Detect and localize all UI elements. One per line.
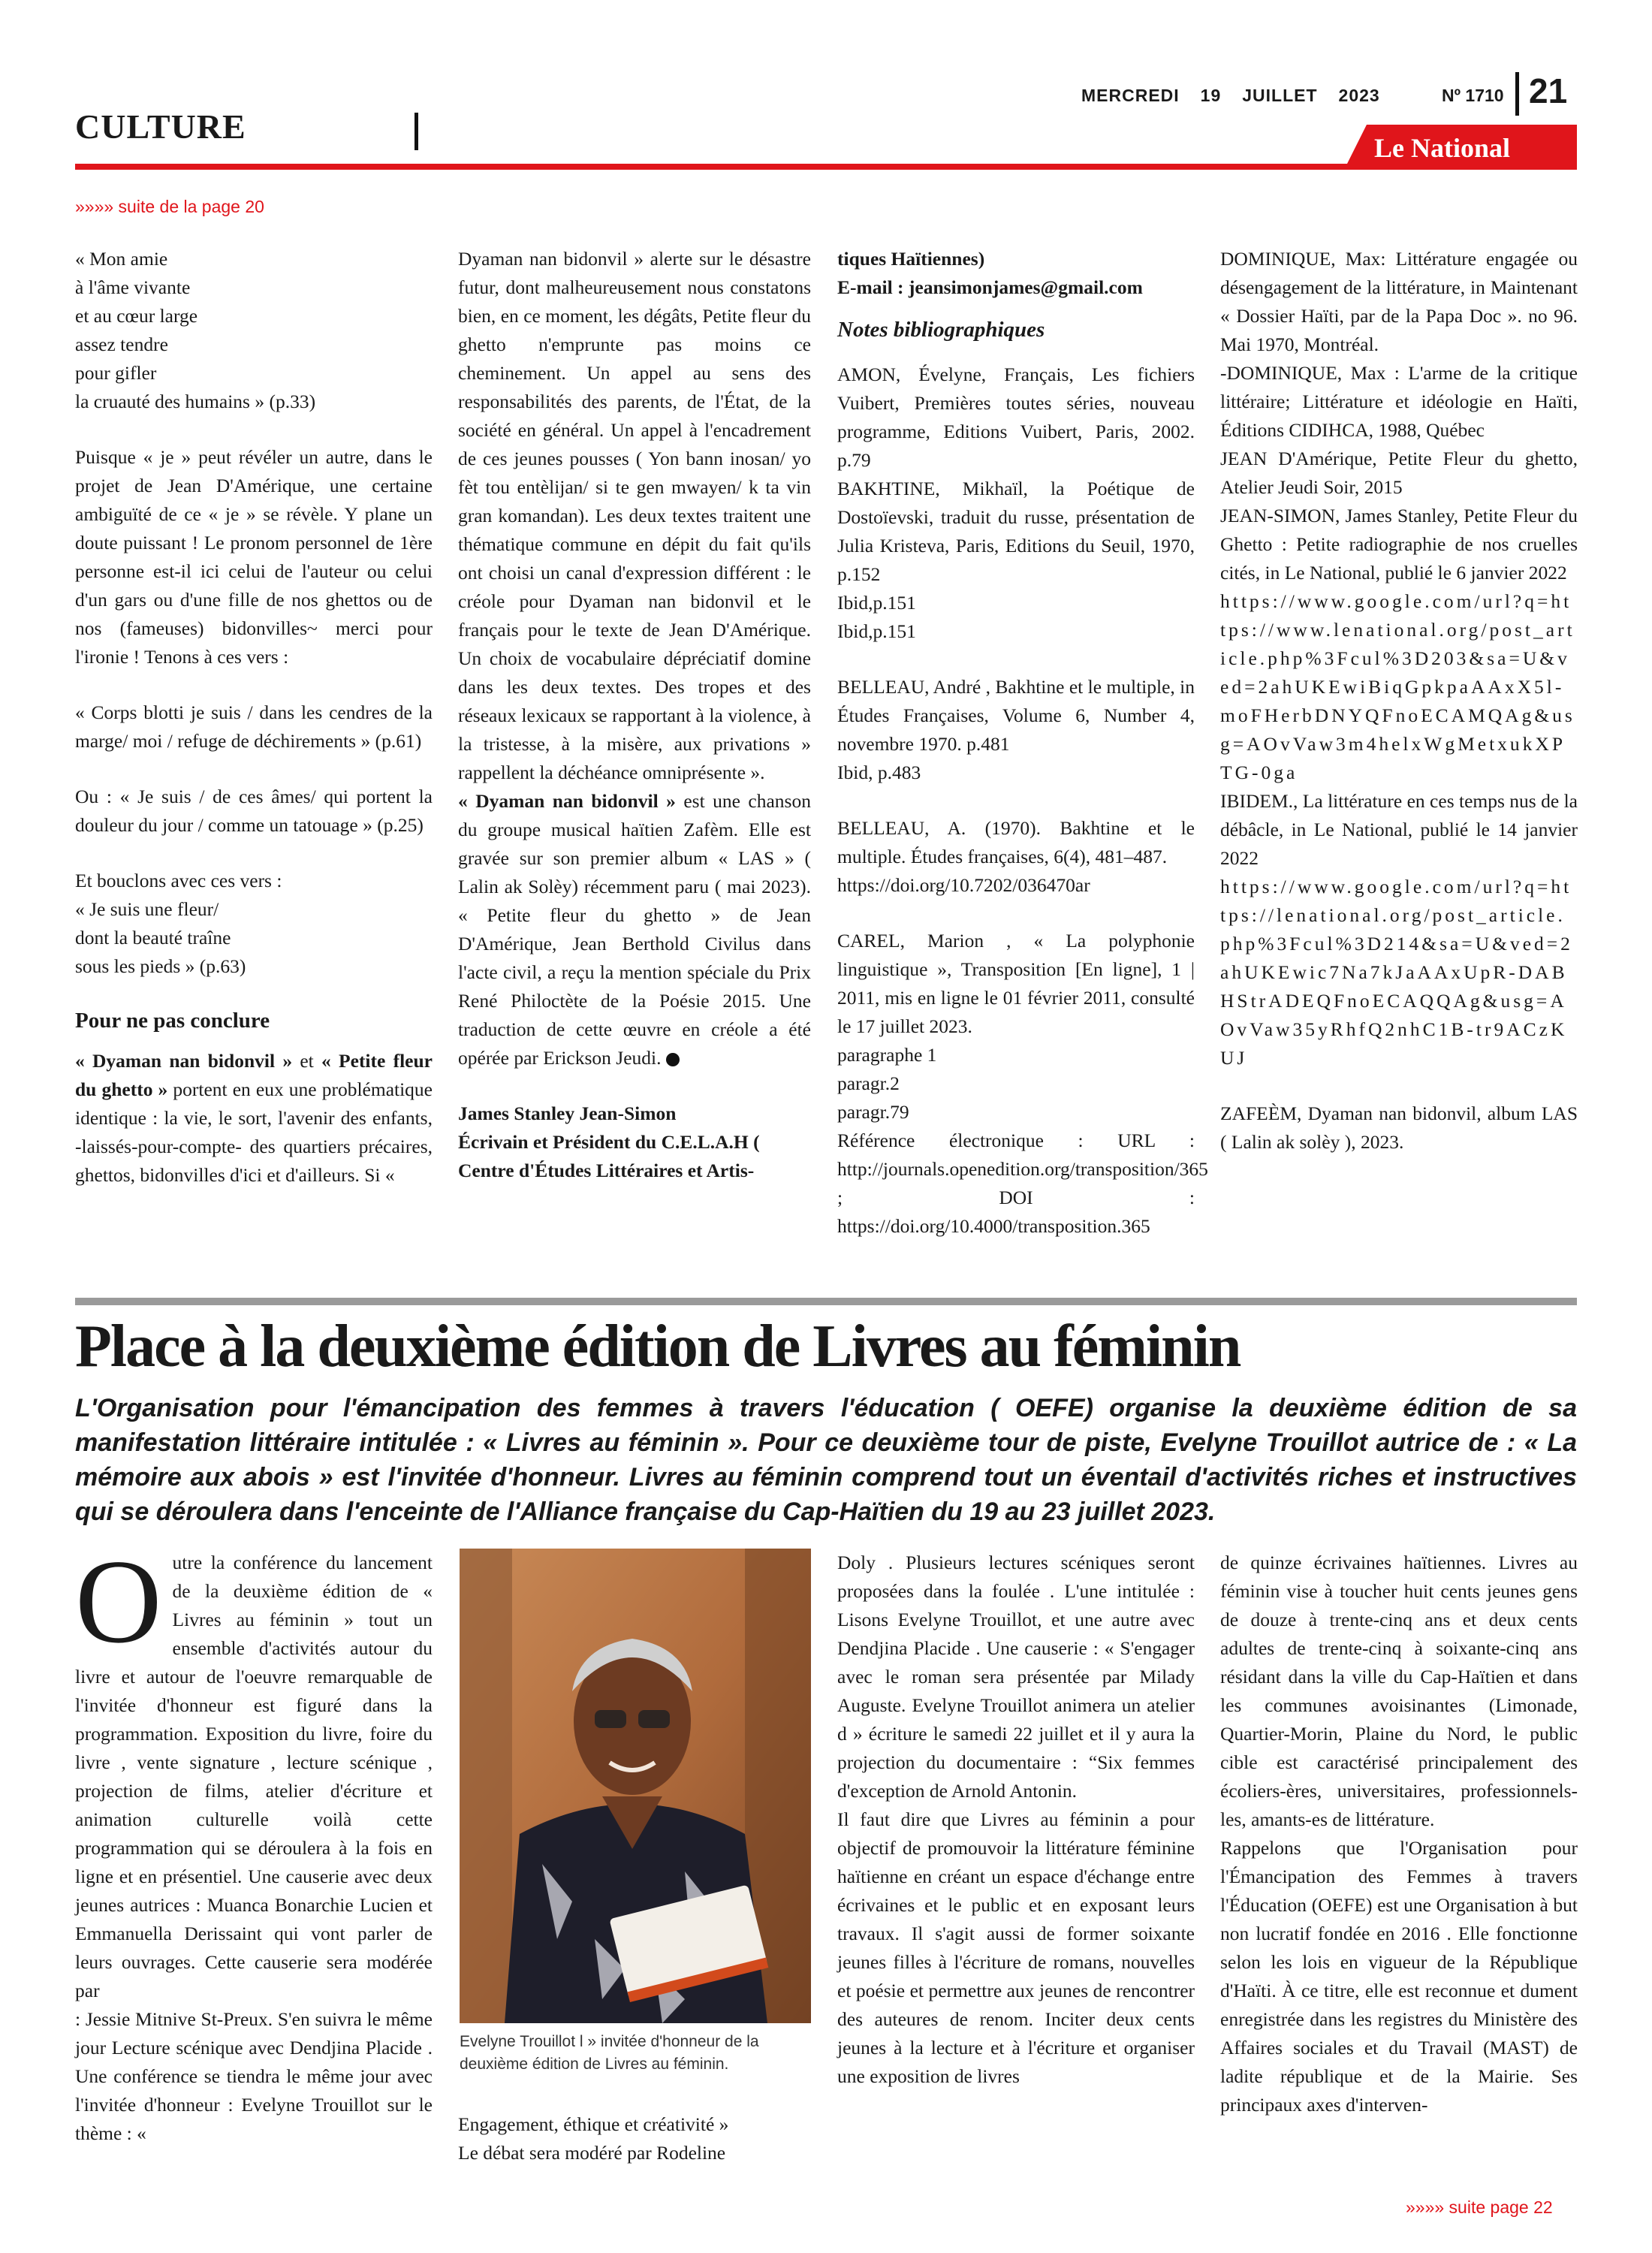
quote-paragraph: Ou : « Je suis / de ces âmes/ qui portent la douleur du jour / comme un tatouage » (p.25) [75,786,433,836]
reference: Ibid,p.151 [837,620,916,642]
article-headline: Place à la deuxième édition de Livres au féminin [75,1313,1241,1380]
reference: -DOMINIQUE, Max : L'arme de la critique littéraire; Littérature et idéologie en Haïti, Éditions CIDIHCA, 1988, Québec [1220,362,1578,441]
poem-line: et au cœur large [75,305,198,327]
song-title: « Dyaman nan bidonvil » [458,790,676,812]
section-divider [415,113,418,150]
body-paragraph [458,787,811,1072]
continued-to-link[interactable]: »»»» suite page 22 [1406,2197,1553,2217]
portrait-photo-art [460,1549,811,2023]
reference: BELLEAU, A. (1970). Bakhtine et le multiple. Études françaises, 6(4), 481–487. [837,817,1195,867]
date-year: 2023 [1338,86,1380,105]
reference: paragr.2 [837,1072,900,1094]
section-label: CULTURE [75,107,246,146]
continued-from-link[interactable]: »»»» suite de la page 20 [75,197,264,216]
reference: Ibid, p.483 [837,762,921,783]
poem-line: sous les pieds » (p.63) [75,955,246,977]
reference-link[interactable]: https://www.google.com/url?q=https://lenational.org/post_article.php%3Fcul%3D214&sa=U&ved=2ahUKEwic7Na7kJaAAxUpR-DABHStrADEQFnoECAQQAg&usg=AOvVaw35yRhfQ2nhC1B-tr9ACzKUJ [1220,876,1573,1069]
article1-column-2 [458,245,811,1185]
body-paragraph: Doly . Plusieurs lectures scéniques seront proposées dans la foulée . L'une intitulée : Lisons Evelyne Trouillot, et une autre avec Dendjina Placide . Une causerie : « S'engager avec le roman sera présentée par Milady Auguste. Evelyne Trouillot animera un atelier d » écriture le samedi 22 juillet et il y aura la projection du documentaire : “Six femmes d'exception de Arnold Antonin. [837,1552,1195,1802]
song-title: « Dyaman nan bidonvil » [75,1050,293,1072]
reference: BAKHTINE, Mikhaïl, la Poétique de Dostoïevski, traduit du russe, présentation de Julia Kristeva, Paris, Editions du Seuil, 1970, p.152 [837,478,1195,585]
notes-heading: Notes bibliographiques [837,318,1045,342]
reference-link[interactable]: https://doi.org/10.7202/036470ar [837,874,1090,896]
poem-line: la cruauté des humains » (p.33) [75,391,316,412]
header-rule [75,164,1577,170]
author-role: Écrivain et Président du C.E.L.A.H ( Centre d'Études Littéraires et Artis- [458,1131,760,1181]
body-paragraph: Le débat sera modéré par Rodeline [458,2142,726,2164]
body-paragraph: : Jessie Mitnive St-Preux. S'en suivra le même jour Lecture scénique avec Dendjina Placide . Une conférence se tiendra le même jour avec l'invitée d'honneur : Evelyne Trouillot sur le thème : « [75,2008,433,2144]
reference: CAREL, Marion , « La polyphonie linguistique », Transposition [En ligne], 1 | 2011, mis en ligne le 01 février 2011, consulté le 17 juillet 2023. [837,930,1195,1037]
article2-column-1 [75,1534,433,2148]
reference: Ibid,p.151 [837,592,916,614]
book-title: « Petite fleur du ghetto » [75,1050,433,1100]
date-month: JUILLET [1242,86,1318,105]
reference: ZAFEÈM, Dyaman nan bidonvil, album LAS ( Lalin ak solèy ), 2023. [1220,1102,1578,1153]
reference: paragraphe 1 [837,1044,937,1066]
article1-column-1 [75,245,433,1190]
poem-line: pour gifler [75,362,157,384]
date-weekday: MERCREDI [1081,86,1180,105]
body-paragraph: Il faut dire que Livres au féminin a pour objectif de promouvoir la littérature féminine haïtienne en créant un espace d'échange entre écrivaines et le public et en exposant leurs travaux. Il s'agit aussi de former soixante jeunes filles à l'écriture de romans, nouvelles et poésie et permettre aux jeunes de rencontrer des auteures de renom. Inciter deux cents jeunes à la lecture et à l'écriture et organiser une exposition de livres [837,1808,1195,2087]
article2-column-2-bottom [458,2110,811,2167]
reference: BELLEAU, André , Bakhtine et le multiple, in Études Françaises, Volume 6, Number 4, novembre 1970. p.481 [837,676,1195,755]
article-deck: L'Organisation pour l'émancipation des femmes à travers l'éducation ( OEFE) organise la deuxième édition de sa manifestation littéraire intitulée : « Livres au féminin ». Pour ce deuxième tour de piste, Evelyne Trouillot autrice de : « La mémoire aux abois » est l'invitée d'honneur. Livres au féminin comprend tout un éventail d'activités riches et instructives qui se déroulera dans l'enceinte de l'Alliance française du Cap-Haïtien du 19 au 23 juillet 2023. [75,1394,1577,1526]
conclusion-paragraph [75,1047,433,1190]
conclusion-text: portent en eux une problématique identique : la vie, le sort, l'avenir des enfants, -laissés-pour-compte- des quartiers précaires, ghettos, bidonvilles d'ici et d'ailleurs. Si « [75,1078,433,1186]
portrait-photo [460,1549,811,2023]
end-mark-icon [666,1053,680,1066]
author-name: James Stanley Jean-Simon [458,1102,677,1124]
article2-column-4 [1220,1549,1578,2119]
date-day: 19 [1200,86,1222,105]
poem-line: assez tendre [75,333,168,355]
reference: AMON, Évelyne, Français, Les fichiers Vuibert, Premières toutes séries, nouveau programme, Editions Vuibert, Paris, 2002. p.79 [837,363,1195,471]
brand-logo-text: Le National [1374,133,1511,163]
reference-link[interactable]: Référence électronique : URL : http://journals.openedition.org/transposition/365 ; DOI : https://doi.org/10.4000/transposition.365 [837,1130,1208,1237]
reference: JEAN D'Amérique, Petite Fleur du ghetto, Atelier Jeudi Soir, 2015 [1220,448,1578,498]
article-divider [75,1298,1577,1305]
poem-line: Et bouclons avec ces vers : [75,870,282,891]
body-paragraph: Engagement, éthique et créativité » [458,2113,729,2135]
poem-line: « Mon amie [75,248,168,270]
body-paragraph: de quinze écrivaines haïtiennes. Livres au féminin vise à toucher huit cents jeunes gens de douze à trente-cinq ans et deux cents adultes de trente-cinq à soixante-cinq ans résidant dans la ville du Cap-Haïtien et dans les communes avoisinantes (Limonade, Quartier-Morin, Plaine du Nord, le public cible est caractérisé principalement des écoliers-ères, universitaires, professionnels-les, amants-es de littérature. [1220,1552,1578,1830]
issue-number: Nº 1710 [1442,86,1504,105]
body-paragraph: Rappelons que l'Organisation pour l'Émancipation des Femmes à travers l'Éducation (OEFE) est une Organisation à but non lucratif fondée en 2016 . Elle fonctionne selon les lois en vigueur de la République d'Haïti. À ce titre, elle est reconnue et dument enregistrée dans les registres du Ministère des Affaires sociales et du Travail (MAST) de ladite république et de la Mairie. Ses principaux axes d'interven- [1220,1837,1578,2116]
page-number: 21 [1529,71,1568,110]
author-email[interactable]: E-mail : jeansimonjames@gmail.com [837,276,1143,298]
poem-line: à l'âme vivante [75,276,191,298]
body-text: utre la conférence du lancement de la deuxième édition de « Livres au féminin » tout un ensemble d'activités autour du livre et autour de l'oeuvre remarquable de l'invitée d'honneur est figuré dans la programmation. Exposition du livre, foire du livre , vente signature , lecture scénique , projection de films, atelier d'écriture et animation culturelle voilà cette programmation qui se déroulera à la fois en ligne et en présentiel. Une causerie avec deux jeunes autrices : Muanca Bonarchie Lucien et Emmanuella Derissaint qui vont parler de leurs ouvrages. Cette causerie sera modérée par [75,1552,433,2001]
reference-link[interactable]: https://www.google.com/url?q=https://www.lenational.org/post_article.php%3Fcul%3D203&sa=U&ved=2ahUKEwiBiqGpkpaAAxX5l-moFHerbDNYQFnoECAMQAg&usg=AOvVaw3m4helxWgMetxukXPTG-0ga [1220,590,1575,783]
issue-divider [1515,72,1519,116]
body-paragraph: Puisque « je » peut révéler un autre, dans le projet de Jean D'Amérique, une certaine ambiguïté de ce « je » se révèle. Y plane un doute puissant ! Le pronom personnel de 1ère personne est-il ici celui de l'auteur ou celui d'un gars ou d'une fille de nos ghettos ou de nos (fameuses) bidonvilles~ merci pour l'ironie ! Tenons à ces vers : [75,446,433,668]
poem-line: dont la beauté traîne [75,927,231,949]
quote-paragraph: « Corps blotti je suis / dans les cendres de la marge/ moi / refuge de déchirements » (p.61) [75,701,433,752]
article2-column-3 [837,1549,1195,2091]
poem-line: « Je suis une fleur/ [75,898,219,920]
reference: DOMINIQUE, Max: Littérature engagée ou désengagement de la littérature, in Maintenant « Dossier Haïti, par de la Papa Doc ». no 96. Mai 1970, Montréal. [1220,248,1578,355]
body-paragraph: Dyaman nan bidonvil » alerte sur le désastre futur, dont malheureusement nous constatons bien, en ce moment, les dégâts, Petite fleur du ghetto n'emprunte pas moins ce cheminement. Un appel au sens des responsabilités des parents, de l'État, de la société en général. Un appel à l'encadrement de ces jeunes pousses ( Yon bann inosan/ yo fèt tou entèlijan/ si te gen mwayen/ k ta vin gran komandan). Les deux textes traitent une thématique commune en dépit du fait qu'ils ont choisi un canal d'expression différent : le créole pour Dyaman nan bidonvil et le français pour le texte de Jean D'Amérique. Un choix de vocabulaire dépréciatif domine dans les deux textes. Des tropes et des réseaux lexicaux se rapportant à la violence, à la tristesse, à la misère, aux privations » rappellent la déchéance omniprésente ». [458,248,811,783]
issue-date [1081,86,1401,106]
article1-column-4 [1220,245,1578,1157]
conclusion-text: et [292,1050,322,1072]
reference: paragr.79 [837,1101,909,1123]
body-text: est une chanson du groupe musical haïtien Zafèm. Elle est gravée sur son premier album « LAS » ( Lalin ak Solèy) récemment paru ( mai 2023). « Petite fleur du ghetto » de Jean D'Amérique, Jean Berthold Civilus dans l'acte civil, a reçu la mention spéciale du Prix René Philoctète de la Poésie 2015. Une traduction de cette œuvre en créole a été opérée par Erickson Jeudi. [458,790,811,1069]
subheading: Pour ne pas conclure [75,1009,270,1033]
reference: JEAN-SIMON, James Stanley, Petite Fleur du Ghetto : Petite radiographie de nos cruelles cités, in Le National, publié le 6 janvier 2022 [1220,505,1578,584]
author-role-cont: tiques Haïtiennes) [837,248,985,270]
drop-cap: O [75,1534,162,1668]
article1-column-3 [837,245,1208,1241]
reference: IBIDEM., La littérature en ces temps nus de la débâcle, in Le National, publié le 14 janvier 2022 [1220,790,1578,869]
photo-caption: Evelyne Trouillot l » invitée d'honneur de la deuxième édition de Livres au féminin. [460,2033,759,2073]
body-paragraph [75,1534,433,2005]
